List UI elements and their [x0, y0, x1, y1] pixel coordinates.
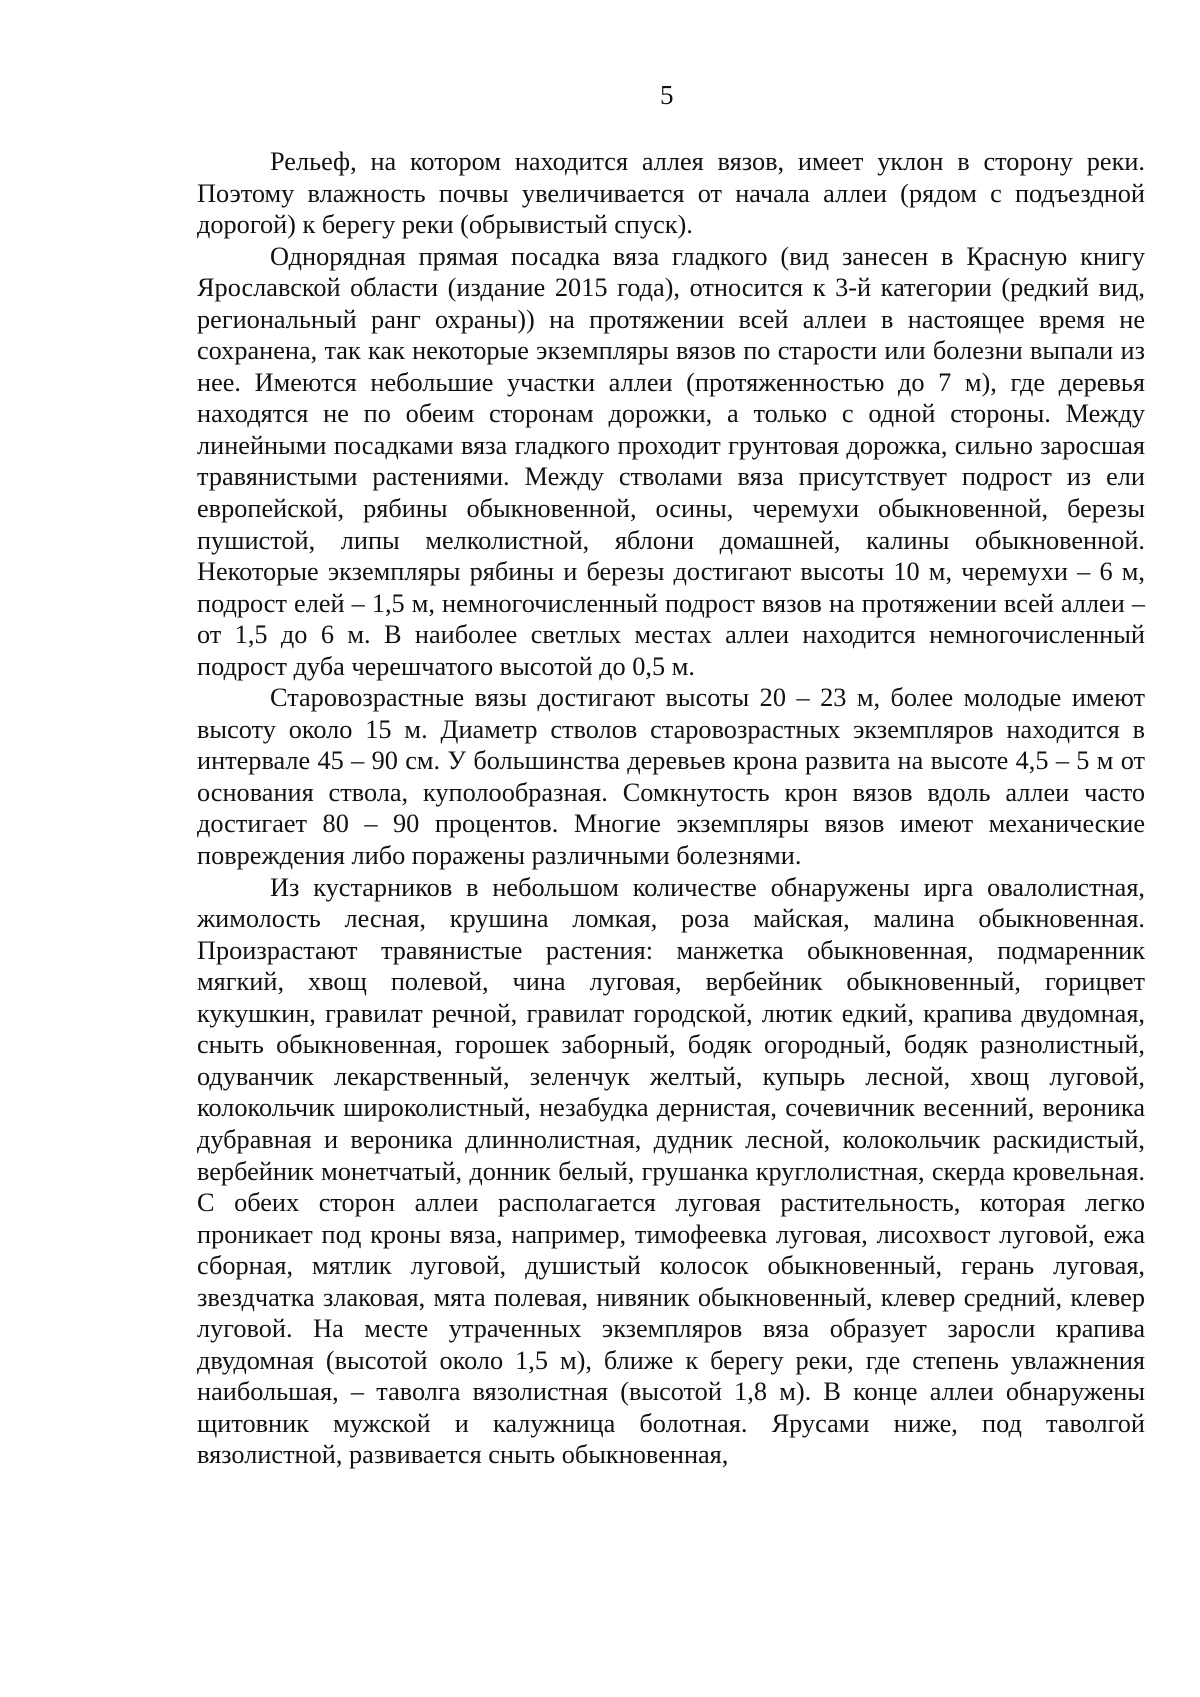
- page-number-text: 5: [660, 80, 674, 110]
- paragraph-shrubs-herbs: Из кустарников в небольшом количестве обнаружены ирга овалолистная, жимолость лесная, крушина ломкая, роза майская, малина обыкновенная. Произрастают травянистые растения: манжетка обыкновенная, подмаренник мягкий, хвощ полевой, чина луговая, вербейник обыкновенный, горицвет кукушкин, гравилат речной, гравилат городской, лютик едкий, крапива двудомная, сныть обыкновенная, горошек заборный, бодяк огородный, бодяк разнолистный, одуванчик лекарственный, зеленчук желтый, купырь лесной, хвощ луговой, колокольчик широколистный, незабудка дернистая, сочевичник весенний, вероника дубравная и вероника длиннолистная, дудник лесной, колокольчик раскидистый, вербейник монетчатый, донник белый, грушанка круглолистная, скерда кровельная. С обеих сторон аллеи располагается луговая растительность, которая легко проникает под кроны вяза, например, тимофеевка луговая, лисохвост луговой, ежа сборная, мятлик луговой, душистый колосок обыкновенный, герань луговая, звездчатка злаковая, мята полевая, нивяник обыкновенный, клевер средний, клевер луговой. На месте утраченных экземпляров вяза образует заросли крапива двудомная (высотой около 1,5 м), ближе к берегу реки, где степень увлажнения наибольшая, – таволга вязолистная (высотой 1,8 м). В конце аллеи обнаружены щитовник мужской и калужница болотная. Ярусами ниже, под таволгой вязолистной, развивается сныть обыкновенная,: [197, 872, 1145, 1470]
- paragraph-relief: Рельеф, на котором находится аллея вязов, имеет уклон в сторону реки. Поэтому влажность почвы увеличивается от начала аллеи (рядом с подъездной дорогой) к берегу реки (обрывистый спуск).: [197, 147, 1145, 240]
- paragraph-elm-planting: Однорядная прямая посадка вяза гладкого (вид занесен в Красную книгу Ярославской области (издание 2015 года), относится к 3-й категории (редкий вид, региональный ранг охраны)) на протяжении всей аллеи в настоящее время не сохранена, так как некоторые экземпляры вязов по старости или болезни выпали из нее. Имеются небольшие участки аллеи (протяженностью до 7 м), где деревья находятся не по обеим сторонам дорожки, а только с одной стороны. Между линейными посадками вяза гладкого проходит грунтовая дорожка, сильно заросшая травянистыми растениями. Между стволами вяза присутствует подрост из ели европейской, рябины обыкновенной, осины, черемухи обыкновенной, березы пушистой, липы мелколистной, яблони домашней, калины обыкновенной. Некоторые экземпляры рябины и березы достигают высоты 10 м, черемухи – 6 м, подрост елей – 1,5 м, немногочисленный подрост вязов на протяжении всей аллеи – от 1,5 до 6 м. В наиболее светлых местах аллеи находится немногочисленный подрост дуба черешчатого высотой до 0,5 м.: [197, 241, 1145, 681]
- paragraph-old-elms: Старовозрастные вязы достигают высоты 20 – 23 м, более молодые имеют высоту около 15 м. Диаметр стволов старовозрастных экземпляров находится в интервале 45 – 90 см. У большинства деревьев крона развита на высоте 4,5 – 5 м от основания ствола, куполообразная. Сомкнутость крон вязов вдоль аллеи часто достигает 80 – 90 процентов. Многие экземпляры вязов имеют механические повреждения либо поражены различными болезнями.: [197, 683, 1145, 871]
- page-number: [70, 80, 1200, 110]
- document-body: [197, 146, 1145, 1471]
